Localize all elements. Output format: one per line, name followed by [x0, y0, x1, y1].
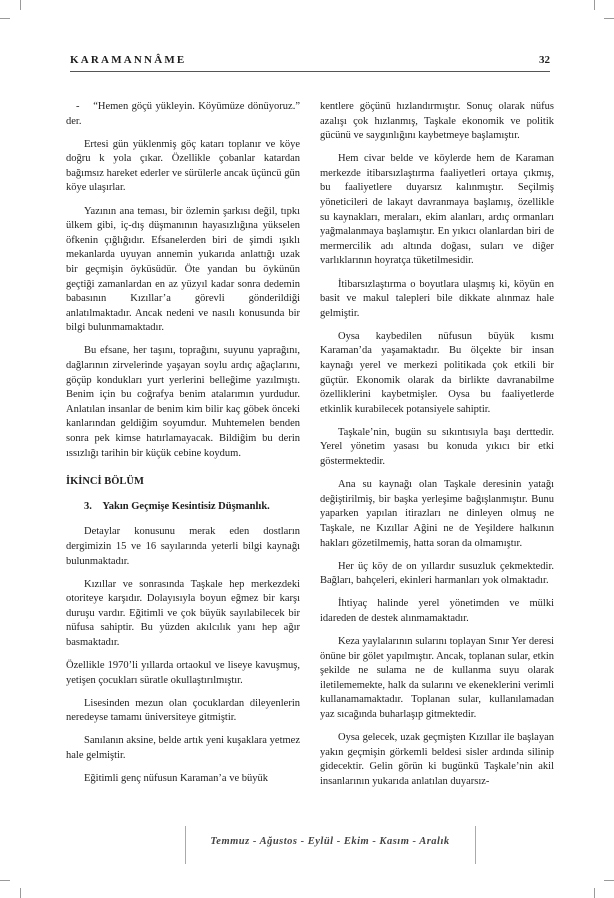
- footer-issue-months: Temmuz - Ağustos - Eylül - Ekim - Kasım - Aralık: [210, 836, 450, 847]
- paragraph: Lisesinden mezun olan çocuklardan dileyenlerin neredeyse tamamı üniversiteye gitmiştir.: [66, 697, 300, 724]
- paragraph: Her üç köy de on yıllardır susuzluk çekmektedir. Bağları, bahçeleri, ekinleri harmanları yok olmaktadır.: [320, 560, 554, 587]
- footer-divider-right: [475, 826, 476, 864]
- page-footer: [0, 826, 614, 864]
- subsection-heading: 3. Yakın Geçmişe Kesintisiz Düşmanlık.: [84, 500, 270, 512]
- paragraph: kentlere göçünü hızlandırmıştır. Sonuç olarak nüfus azalışı çok hızlanmış, Taşkale ekonomik ve politik gücünü ve saygınlığını kaybetmeye başlamıştır.: [320, 101, 554, 142]
- crop-mark-top-right-v: [594, 0, 595, 10]
- section-heading: İKİNCİ BÖLÜM: [66, 476, 144, 488]
- crop-mark-top-left-h: [0, 18, 10, 19]
- paragraph: Bu efsane, her taşını, toprağını, suyunu yaprağını, dağlarının zirvelerinde yaşayan soylu ardıç ağaçlarını, göçüp kondukları yurt yerlerini belleğime yazılmıştı. Benim için bu coğrafya benim atalarımın yurdudur. Anlatılan insanlar de benim kim bilir kaç göbek önceki kanlarından geldiğim soyumdur. Muhtemelen benden sonra pek kimse hatırlamayacak. Bildiğim bu derin ıssızlığı tarihin bir küçük cebine koydum.: [66, 345, 300, 459]
- paragraph: Detaylar konusunu merak eden dostların dergimizin 15 ve 16 sayılarında yeterli bilgi kaynağı bulunmaktadır.: [66, 526, 300, 567]
- right-column: [320, 100, 554, 798]
- paragraph: Hem civar belde ve köylerde hem de Karaman merkezde itibarsızlaştırma faaliyetleri ortaya çıkmış, bu faaliyetlere duyarsız kalınmıştır. Seçilmiş yöneticileri de lakayt davranmaya başlamış, özellikle su kaynakları, meraları, ekim alanları, ardıç ormanları yağmalanmaya başlamıştır. En yıkıcı olanlardan biri de mermercilik adı altında doğası, suları ve diğer varlıklarının hoyratça tüketilmesidir.: [320, 153, 554, 267]
- crop-mark-bottom-left-v: [20, 888, 21, 898]
- footer-divider-left: [185, 826, 186, 864]
- paragraph: Keza yaylalarının sularını toplayan Sınır Yer deresi önüne bir gölet yapılmıştır. Ancak, toplanan sular, etkin şekilde ne sulama ne de kullanma suyu olarak iletilememekte, halk da sularını ve ekeneklerini verimli kullanamamaktadır. Toplanan sular, kullanılamadan yaz sıcağında buharlaşıp gitmektedir.: [320, 636, 554, 720]
- paragraph: Taşkale’nin, bugün su sıkıntısıyla başı derttedir. Yerel yönetim yasası bu konuda yıkıcı bir etki göstermektedir.: [320, 426, 554, 468]
- paragraph: Yazının ana teması, bir özlemin şarkısı değil, tıpkı ülkem gibi, iç-dış düşmanının hayasızlığına yükselen öfkenin çığlığıdır. Efsanelerden biri de şimdi ışıklı mekanlarda uyuyan annemin yukarıda anlattığı uzak bir geçmişin öyküsüdür. Öte yandan bu öykünün geçtiği zamanlardan en az yüzyıl kadar sonra dedemin babasının Kızıllar’a görevli gönderildiği anlatılmaktadır. Ancak nedeni ve nasılı konusunda bir bilgi bulunmamaktadır.: [66, 205, 300, 334]
- page-number: 32: [539, 54, 550, 66]
- paragraph: Kızıllar ve sonrasında Taşkale hep merkezdeki otoriteye karşıdır. Dolayısıyla boyun eğmez bir karşı duruşu vardır. Eğitimli ve çok büyük sayılabilecek bir nüfusa sahiptir. Bu yüzden akılcılık yanı hep ağır basmaktadır.: [66, 578, 300, 648]
- page-header: [70, 54, 550, 76]
- paragraph: - “Hemen göçü yükleyin. Köyümüze dönüyoruz.” der.: [66, 101, 300, 127]
- crop-mark-top-right-h: [604, 18, 614, 19]
- paragraph: İhtiyaç halinde yerel yönetimden ve mülki idareden de destek alınmamaktadır.: [320, 598, 554, 624]
- paragraph: Oysa kaybedilen nüfusun büyük kısmı Karaman’da yaşamaktadır. Bu ölçekte bir insan kaynağı yerel ve merkezi politikada çok etkili bir güçtür. Ekonomik olarak da birlikte davranabilme özelliklerini kaybetmişler. Oysa bu faaliyetlerde etkinlik kurabilecek potansiyele sahiptir.: [320, 330, 554, 415]
- crop-mark-bottom-right-h: [604, 880, 614, 881]
- paragraph: Ana su kaynağı olan Taşkale deresinin yatağı değiştirilmiş, bir başka yerleşime bağışlanmıştır. Bunu yaparken yapılan itirazları ne dinleyen olmuş ne Taşkale, ne Kızıllar Ağini ne de Yeşildere halkının hakları gözetilmemiş, hatta soran da olmamıştır.: [320, 479, 554, 549]
- crop-mark-bottom-right-v: [594, 888, 595, 898]
- paragraph: Özellikle 1970’li yıllarda ortaokul ve liseye kavuşmuş, yetişen çocukları süratle okullaştırılmıştır.: [66, 660, 300, 686]
- header-rule: [70, 71, 550, 72]
- journal-title: KARAMANNÂME: [70, 54, 187, 66]
- paragraph: İtibarsızlaştırma o boyutlara ulaşmış ki, köyün en basit ve makul talepleri bile dikkate alınmaz hale gelmiştir.: [320, 278, 554, 319]
- left-column: [66, 100, 300, 795]
- paragraph: Sanılanın aksine, belde artık yeni kuşaklara yetmez hale gelmiştir.: [66, 735, 300, 762]
- paragraph: Ertesi gün yüklenmiş göç katarı toplanır ve köye doğru k yola çıkar. Özellikle çobanlar katardan bağımsız hareket ederler ve sürülerle ancak üçüncü gün köye ulaşırlar.: [66, 138, 300, 194]
- crop-mark-bottom-left-h: [0, 880, 10, 881]
- paragraph: Eğitimli genç nüfusun Karaman’a ve büyük: [84, 773, 268, 785]
- crop-mark-top-left-v: [20, 0, 21, 10]
- paragraph: Oysa gelecek, uzak geçmişten Kızıllar ile başlayan yakın geçmişin görkemli beldesi sisler ardında silinip gidecektir. Gelin görün ki bugünkü Taşkale’nin akil insanlarının yukarıda anlatılan duyarsız-: [320, 732, 554, 787]
